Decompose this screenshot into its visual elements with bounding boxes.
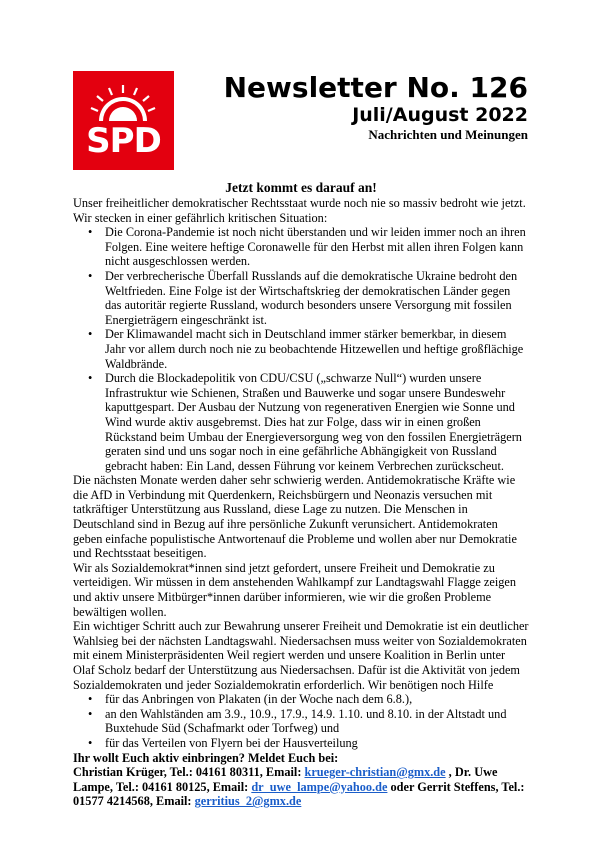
paragraph-call: Wir als Sozialdemokrat*innen sind jetzt gefordert, unsere Freiheit und Demokratie zu verteidigen. Wir müssen in dem anstehenden Wahlkampf zur Landtagswahl Flagge zeigen und aktiv unsere Mitbürger*innen darüber informieren, wie wir die großen Probleme bewältigen wollen.	[73, 560, 517, 619]
paragraph-election: Ein wichtiger Schritt auch zur Bewahrung unserer Freiheit und Demokratie ist ein deutlicher Wahlsieg bei der nächsten Landtagswahl. Niedersachsen muss weiter von Sozialdemokraten mit einem Ministerpräsidenten Weil regiert werden und unsere Koalition in Berlin unter Olaf Scholz bedarf der Unterstützung aus Niedersachsen. Dafür ist die Aktivität von jedem Sozialdemokraten und jeder Sozialdemokratin erforderlich. Wir benötigen noch Hilfe	[73, 619, 529, 692]
list-item: • für das Anbringen von Plakaten (in der Woche nach dem 6.8.),	[88, 692, 413, 707]
contact-block: Christian Krüger, Tel.: 04161 80311, Email: krueger-christian@gmx.de , Dr. Uwe Lampe, Tel.: 04161 80125, Email: dr_uwe_lampe@yahoo.de oder Gerrit Steffens, Tel.: 01577 4214568, Email: gerritius_2@gmx.de	[73, 765, 525, 809]
newsletter-title: Newsletter No. 126	[223, 71, 528, 104]
newsletter-date: Juli/August 2022	[352, 104, 528, 126]
email-link-lampe[interactable]: dr_uwe_lampe@yahoo.de	[251, 779, 388, 794]
list-item: • Die Corona-Pandemie ist noch nicht überstanden und wir leiden immer noch an ihren Folgen. Eine weitere heftige Coronawelle für den Herbst mit allen ihren Folgen kann nicht ausgeschlossen werden.	[88, 225, 526, 269]
email-link-steffens[interactable]: gerritius_2@gmx.de	[194, 794, 302, 809]
list-item: • für das Verteilen von Flyern bei der Hausverteilung	[88, 735, 358, 750]
paragraph-situation: Die nächsten Monate werden daher sehr schwierig werden. Antidemokratische Kräfte wie die AfD in Verbindung mit Querdenkern, Reichsbürgern und Neonazis versuchen mit tatkräftiger Unterstützung aus Russland, diese Lage zu nutzen. Die Menschen in Deutschland sind in Bezug auf ihre persönliche Zukunft verunsichert. Antidemokraten geben einfache populistische Antwortenauf die Probleme und wollen aber nur Demokratie und Rechtsstaat beseitigen.	[73, 473, 517, 561]
article-body	[73, 180, 529, 809]
call-to-action: Ihr wollt Euch aktiv einbringen? Meldet Euch bei:	[73, 750, 339, 765]
spd-logo	[73, 71, 174, 170]
newsletter-tagline: Nachrichten und Meinungen	[368, 127, 528, 142]
logo-wordmark: SPD	[86, 121, 161, 161]
intro-paragraph: Unser freiheitlicher demokratischer Rechtsstaat wurde noch nie so massiv bedroht wie jetzt. Wir stecken in einer gefährlich kritischen Situation:	[73, 196, 526, 225]
help-list	[73, 692, 529, 750]
list-item: • an den Wahlständen am 3.9., 10.9., 17.9., 14.9. 1.10. und 8.10. in der Altstadt und Buxtehude Süd (Schafmarkt oder Torfweg) und	[88, 706, 507, 736]
article-heading: Jetzt kommt es darauf an!	[225, 180, 377, 195]
threat-list	[73, 225, 529, 473]
list-item: • Durch die Blockadepolitik von CDU/CSU („schwarze Null“) wurden unsere Infrastruktur wie Schienen, Straßen und Bauwerke und sogar unsere Bundeswehr kaputtgespart. Der Ausbau der Nutzung von regenerativen Energien wie Sonne und Wind wurde aktiv ausgebremst. Dies hat zur Folge, dass wir in einen großen Rückstand beim Umbau der Energieversorgung weg von den fossilen Energieträgern geraten sind und uns sogar noch in eine gefährliche Abhängigkeit von Russland gebracht haben: Ein Land, dessen Führung vor keinem Verbrechen zurückscheut.	[88, 371, 522, 473]
list-item: • Der Klimawandel macht sich in Deutschland immer stärker bemerkbar, in diesem Jahr vor allem durch noch nie zu beobachtende Hitzewellen und heftige großflächige Waldbrände.	[88, 327, 524, 371]
list-item: • Der verbrecherische Überfall Russlands auf die demokratische Ukraine bedroht den Weltfrieden. Eine Folge ist der Wirtschaftskrieg der demokratischen Länder gegen das autoritär regierte Russland, wodurch besonders unsere Versorgung mit fossilen Energieträgern eingeschränkt ist.	[88, 268, 518, 327]
email-link-krueger[interactable]: krueger-christian@gmx.de	[304, 765, 446, 780]
